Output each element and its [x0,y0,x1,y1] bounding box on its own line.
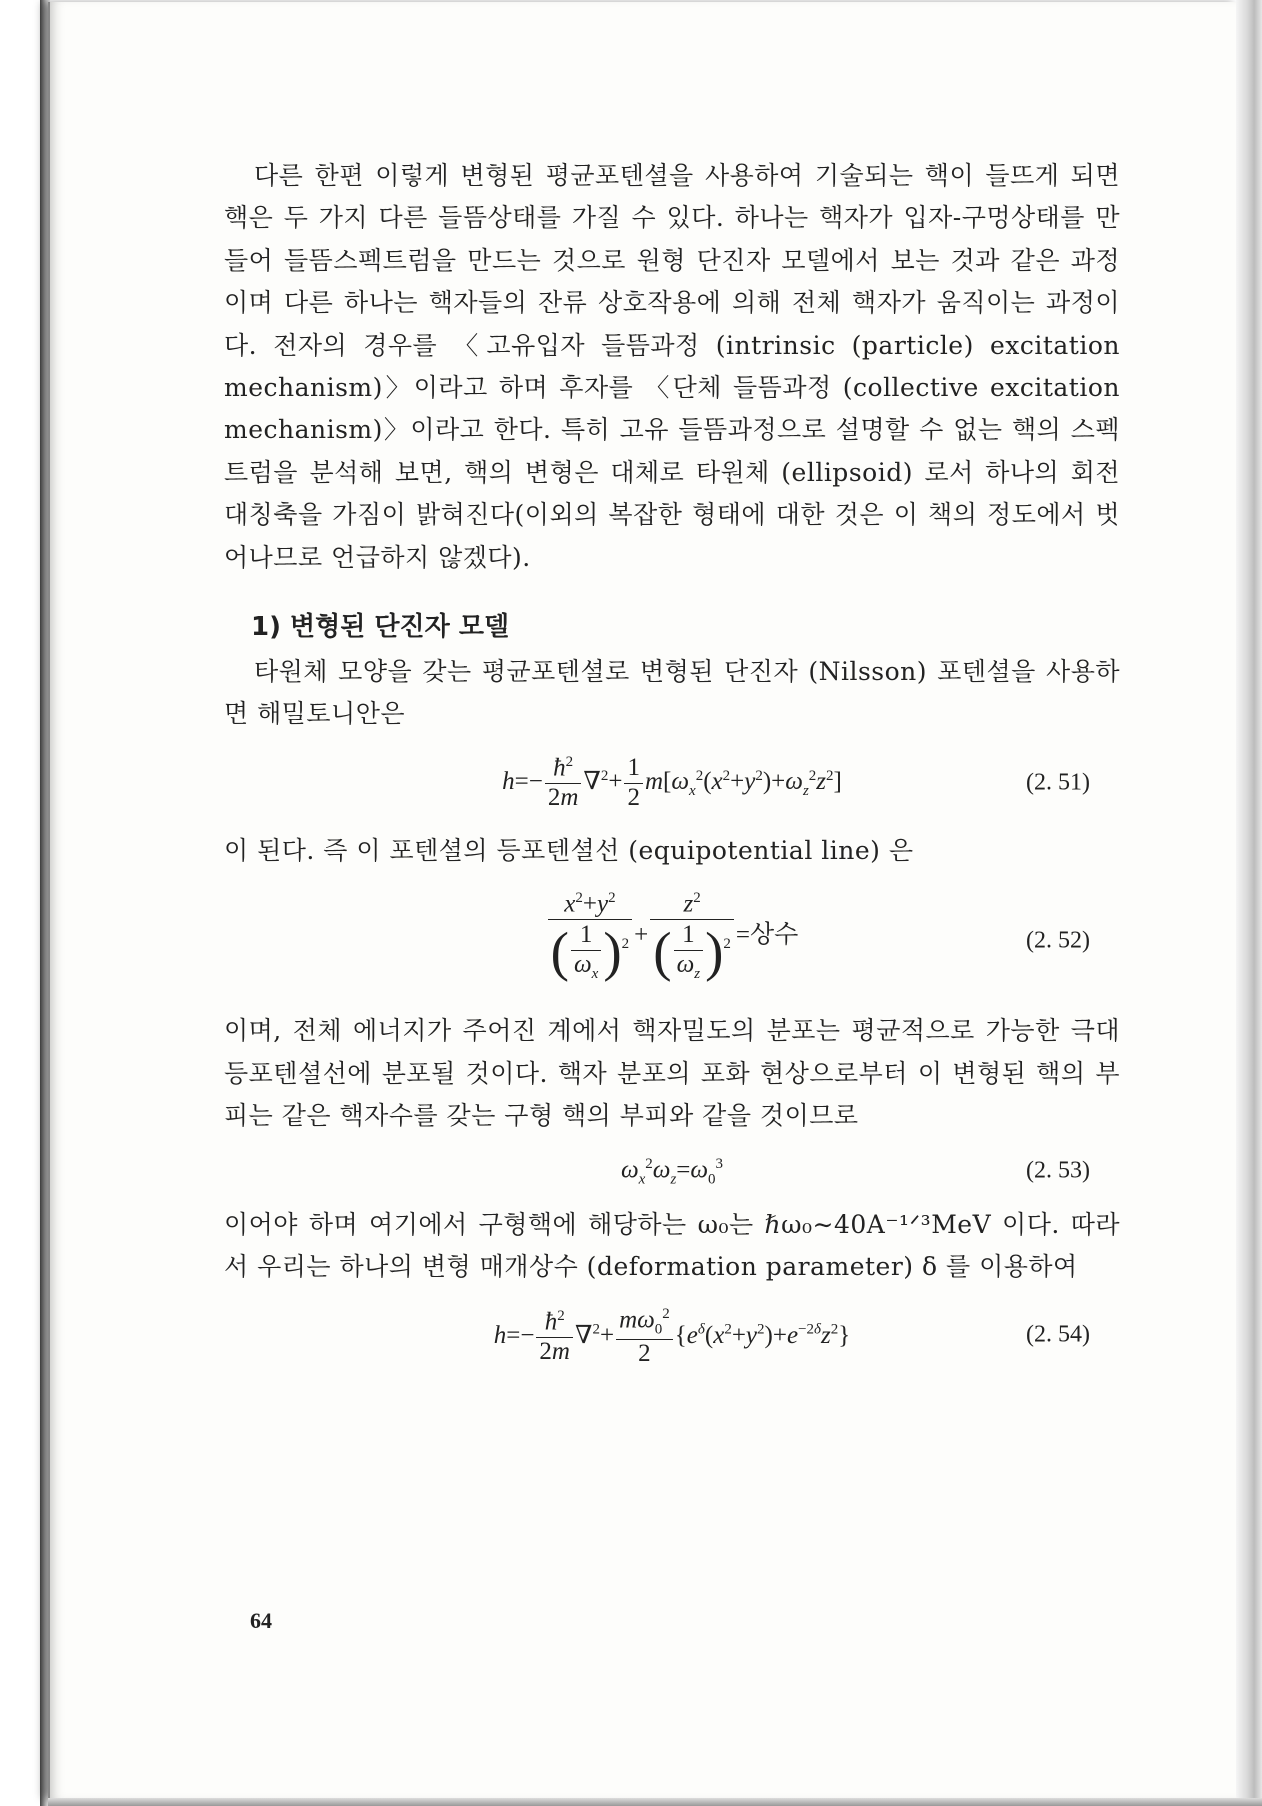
equation-number: (2. 51) [1026,769,1090,796]
paragraph-deformation: 이어야 하며 여기에서 구형핵에 해당하는 ω₀는 ℏω₀∼40A⁻¹ᐟ³MeV 이다. 따라서 우리는 하나의 변형 매개상수 (deformation parameter) δ 를 이용하여 [224,1209,1120,1281]
equation-2-52 [224,886,1120,996]
page-stack-edge [1236,0,1262,1806]
equation-2-52-expression: $x^2+y^2$ ( $\frac{1}{\omega_x}$ )$^2$ + $z^2$ ( $\frac{1}{\omega_z}$ )$^2$ =상수 [224,890,1120,983]
equation-2-51 [224,748,1120,818]
paragraph-nilsson: 타원체 모양을 갖는 평균포텐셜로 변형된 단진자 (Nilsson) 포텐셜을 사용하면 해밀토니안은 [224,657,1120,729]
paragraph-density: 이며, 전체 에너지가 주어진 계에서 핵자밀도의 분포는 평균적으로 가능한 극대 등포텐셜선에 분포될 것이다. 핵자 분포의 포화 현상으로부터 이 변형된 핵의 부피는 같은 핵자수를 갖는 구형 핵의 부피와 같을 것이므로 [224,1016,1120,1131]
page-number: 64 [250,1608,272,1633]
page-content [224,155,1120,1382]
equation-number: (2. 53) [1026,1157,1090,1183]
equation-2-54-expression: h=− $\frac{ħ^2}{2m}$ ∇$^2$+ $\frac{m\omega_0^2}{2}$ $\{e^\delta(x^2+y^2)+e^{-2\delta}z^2\}$ [493,1306,851,1367]
paragraph-intro: 다른 한편 이렇게 변형된 평균포텐셜을 사용하여 기술되는 핵이 들뜨게 되면 핵은 두 가지 다른 들뜸상태를 가질 수 있다. 하나는 핵자가 입자-구멍상태를 만들어 들뜸스펙트럼을 만드는 것으로 원형 단진자 모델에서 보는 것과 같은 과정이며 다른 하나는 핵자들의 잔류 상호작용에 의해 전체 핵자가 움직이는 과정이다. 전자의 경우를 〈고유입자 들뜸과정 (intrinsic (particle) excitation mechanism)〉이라고 하며 후자를 〈단체 들뜸과정 (collective excitation mechanism)〉이라고 한다. 특히 고유 들뜸과정으로 설명할 수 없는 핵의 스펙트럼을 분석해 보면, 핵의 변형은 대체로 타원체 (ellipsoid) 로서 하나의 회전 대칭축을 가짐이 밝혀진다(이외의 복잡한 형태에 대한 것은 이 책의 정도에서 벗어나므로 언급하지 않겠다). [224,161,1120,572]
equation-2-53 [224,1144,1120,1198]
equation-2-53-expression: $\omega_x^2\omega_z=\omega_0^3$ [620,1155,724,1187]
equation-number: (2. 54) [1026,1321,1090,1348]
equation-rhs-constant: =상수 [735,921,799,949]
equation-number: (2. 52) [1026,927,1090,954]
paragraph-equipotential: 이 된다. 즉 이 포텐셜의 등포텐셜선 (equipotential line) 은 [224,835,914,865]
section-title: 1) 변형된 단진자 모델 [251,612,510,643]
page-bottom-edge [48,1798,1262,1806]
equation-2-54 [224,1300,1120,1370]
equation-2-51-expression: h=− $\frac{ħ^2}{2m}$ ∇$^2$+ $\frac{1}{2}$ $m[\omega_x^2(x^2+y^2)+\omega_z^2z^2]$ [502,753,842,811]
